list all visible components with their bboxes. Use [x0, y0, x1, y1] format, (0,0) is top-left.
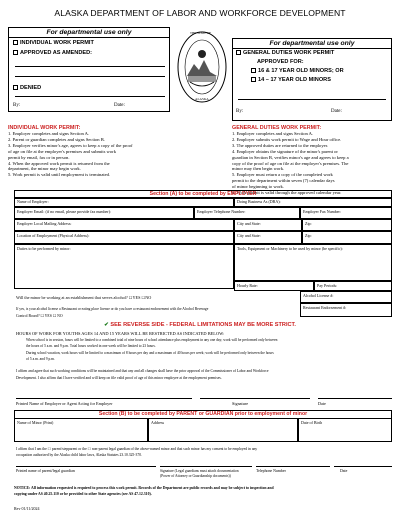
revision-label: Rev 01/11/2024 [14, 506, 40, 511]
mailing-address-field[interactable]: Employer Local Mailing Address: [14, 219, 234, 231]
location-zip-field[interactable]: Zip: [302, 231, 392, 244]
restaurant-question-2: Control Board? ☐ YES ☐ NO [16, 314, 63, 318]
option-label: 16 & 17 YEAR OLD MINORS; OR [258, 68, 344, 74]
minor-dob-field[interactable]: Date of Birth [298, 418, 392, 442]
employer-phone-field[interactable]: Employer Telephone Number: [194, 207, 300, 219]
mailing-zip-field[interactable]: Zip: [302, 219, 392, 231]
dba-field[interactable]: Doing Business As (DBA): [234, 197, 392, 207]
option-label: INDIVIDUAL WORK PERMIT [20, 40, 94, 46]
location-city-field[interactable]: City and State: [234, 231, 302, 244]
right-box-header: For departmental use only [233, 39, 391, 49]
by-label: By: [236, 109, 244, 114]
right-departmental-box [232, 38, 392, 121]
option-approved-amended[interactable] [13, 50, 92, 56]
employer-date-label: Date [318, 401, 326, 406]
option-individual-permit[interactable] [13, 40, 94, 46]
denied-line [15, 96, 165, 97]
parent-name-line[interactable] [16, 466, 156, 467]
list-item: 5. Employer must return a copy of the completed work [232, 172, 333, 178]
list-item: of minor beginning to work. [232, 184, 284, 190]
restaurant-question: If yes, is your alcohol license a Restaurant or eating place license or do you have a restaurant endorsement with the Alcohol Beverage [16, 307, 209, 311]
employer-email-field[interactable]: Employer Email: (if no email, please provide fax number): [14, 207, 194, 219]
amend-line [15, 66, 165, 67]
by-label: By: [13, 103, 21, 108]
date-label: Date: [331, 109, 342, 114]
hours-line-4: During school vacation, work hours will be limited to a maximum of 8 hours per day and a maximum of 40 hours per week; work will be performed only between the hours [26, 351, 274, 355]
option-general-duties[interactable] [236, 50, 334, 56]
employer-name-label: Printed Name of Employer or Agent Acting for Employer [16, 401, 113, 406]
checkbox[interactable] [13, 50, 18, 55]
list-item: 2. Employer submits work permit to Wage and Hour office. [232, 136, 342, 142]
list-item: 6. Work permit is valid through the approved calendar year. [232, 190, 342, 196]
affirm-line-2: Development. I also affirm that I have verified and will keep on file valid proof of age of this minor employee at the employment premises. [16, 376, 222, 380]
page-title: ALASKA DEPARTMENT OF LABOR AND WORKFORCE DEVELOPMENT [54, 8, 346, 18]
pay-periods-field[interactable]: Pay Periods: [314, 281, 392, 291]
hours-line-1: HOURS OF WORK FOR YOUTHS AGES 14 AND 15 YEARS WILL BE RESTRICTED AS INDICATED BELOW: [16, 331, 225, 336]
parent-signature-line[interactable] [160, 466, 252, 467]
employer-signature-label: Signature [232, 401, 249, 406]
checkbox[interactable] [236, 50, 241, 55]
restaurant-endorsement-field[interactable]: Restaurant Endorsement #: [300, 303, 392, 317]
employer-name-line[interactable] [16, 398, 192, 399]
tools-field[interactable]: Tools, Equipment or Machinery to be used by minor (be specific): [234, 244, 392, 281]
general-heading: GENERAL DUTIES WORK PERMIT: [232, 125, 322, 131]
seal-bottom-text: ALASKA [195, 97, 209, 101]
minor-name-field[interactable]: Name of Minor (Print) [14, 418, 148, 442]
individual-heading: INDIVIDUAL WORK PERMIT: [8, 125, 81, 131]
checkbox[interactable] [13, 40, 18, 45]
list-item: permit to the department within seven (7) calendar days [232, 178, 335, 184]
date-label: Date: [114, 103, 125, 108]
affirm-line-1: I affirm and agree that such working conditions will be maintained and that any and all changes shall have the prior approval of the Commissioner of Labor and Workforce [16, 369, 269, 373]
list-item: department, the minor may begin work. [8, 166, 81, 172]
section-a-bar: Section (A) to be completed by EMPLOYER [14, 190, 392, 199]
section-b-bar: Section (B) to be completed by PARENT or GUARDIAN prior to employment of minor [14, 410, 392, 419]
list-item: 1. Employer completes and signs Section A. [8, 131, 90, 136]
alaska-state-seal [176, 30, 228, 104]
option-label: 14 – 17 YEAR OLD MINORS [258, 77, 331, 83]
option-denied[interactable] [13, 85, 41, 91]
mailing-city-field[interactable]: City and State: [234, 219, 302, 231]
list-item: 4. Employer obtains the signature of the minor's parent or [232, 148, 338, 154]
list-item: permit by email, fax or in person. [8, 154, 70, 160]
list-item: 3. The approved duties are returned to the employer. [232, 142, 329, 148]
parent-affirm-2: occupation authorized by the Alaska child labor laws, Alaska Statutes 23.10.325-370. [16, 453, 142, 457]
check-icon: ✔ [104, 322, 109, 328]
checkbox[interactable] [251, 68, 256, 73]
notice-line-2: copying under AS 40.25.110 or be provided to other State agencies (see AS 47.12.310). [14, 492, 152, 496]
employer-name-field[interactable]: Name of Employer: [14, 197, 234, 207]
employer-date-line[interactable] [318, 398, 392, 399]
left-box-header: For departmental use only [9, 28, 169, 38]
parent-date-line[interactable] [334, 466, 392, 467]
location-field[interactable]: Location of Employment (Physical Address): [14, 231, 234, 244]
parent-name-label: Printed name of parent/legal guardian [16, 469, 75, 473]
option-label: GENERAL DUTIES WORK PERMIT [243, 50, 335, 56]
individual-list [8, 131, 228, 178]
option-16-17[interactable] [251, 68, 344, 74]
hours-line-5: of 5 a.m. and 9 p.m. [26, 357, 55, 361]
parent-date-label: Date [340, 469, 348, 473]
employer-signature-line[interactable] [200, 398, 310, 399]
list-item: 4. When the approved work permit is returned from the [8, 160, 110, 166]
list-item: 1. Employer completes and signs Section A. [232, 131, 314, 136]
list-item: of age on file at the employer's premises and submits work [8, 148, 116, 154]
list-item: 3. Employer verifies minor's age, agrees to keep a copy of the proof [8, 142, 133, 148]
list-item: guardian in Section B, verifies minor's age and agrees to keep a [232, 154, 349, 160]
list-item: copy of the proof of age on file at the employer's premises. The [232, 160, 349, 166]
reverse-notice [0, 322, 400, 328]
general-list [232, 131, 396, 196]
list-item: minor may then begin work. [232, 166, 285, 172]
hours-line-3: the hours of 5 a.m. and 9 p.m. Total hours worked in one week will be limited to 23 hours. [26, 344, 156, 348]
list-item: 5. Work permit is valid until employment is terminated. [8, 172, 111, 178]
parent-signature-note: (Power of Attorney or Guardianship documents)) [160, 474, 231, 478]
approved-for-label: APPROVED FOR: [257, 59, 304, 65]
hourly-rate-field[interactable]: Hourly Rate: [234, 281, 314, 291]
seal-top-text: THE STATE OF [190, 31, 212, 35]
reverse-text: SEE REVERSE SIDE - FEDERAL LIMITATIONS MAY BE MORE STRICT. [110, 322, 296, 328]
left-departmental-box [8, 27, 170, 112]
parent-phone-line[interactable] [256, 466, 330, 467]
notice-line-1: NOTICE: All information requested is required to process this work permit. Records of the Department are public records and may be subject to inspection and [14, 486, 274, 490]
parent-affirm-1: I affirm that I am the ☐ parent/stepparent or the ☐ non-parent legal guardian of the above-named minor and that such minor has my consent to be employed in any [16, 447, 258, 451]
blank-line [238, 99, 386, 100]
amend-line [15, 76, 165, 77]
checkbox[interactable] [251, 77, 256, 82]
checkbox[interactable] [13, 85, 18, 90]
alcohol-license-field[interactable]: Alcohol License #: [300, 291, 392, 303]
alcohol-question: Will the minor be working at an establishment that serves alcohol? ☐YES ☐NO [16, 295, 152, 300]
general-instructions [232, 125, 396, 196]
individual-instructions [8, 125, 228, 178]
duties-field[interactable]: Duties to be performed by minor: [14, 244, 234, 289]
parent-phone-label: Telephone Number [256, 469, 286, 473]
option-label: DENIED [20, 85, 42, 91]
employer-fax-field[interactable]: Employer Fax Number: [300, 207, 392, 219]
parent-signature-label: Signature (Legal guardians must attach documentation [160, 469, 239, 473]
hours-line-2: When school is in session, hours will be limited to a combined total of nine hours of school attendance plus employment in any one day; work will be performed only between [26, 338, 278, 342]
list-item: 2. Parent or guardian completes and signs Section B. [8, 136, 105, 142]
option-14-17[interactable] [251, 77, 331, 83]
minor-address-field[interactable]: Address [148, 418, 298, 442]
option-label: APPROVED AS AMENDED: [20, 50, 92, 56]
